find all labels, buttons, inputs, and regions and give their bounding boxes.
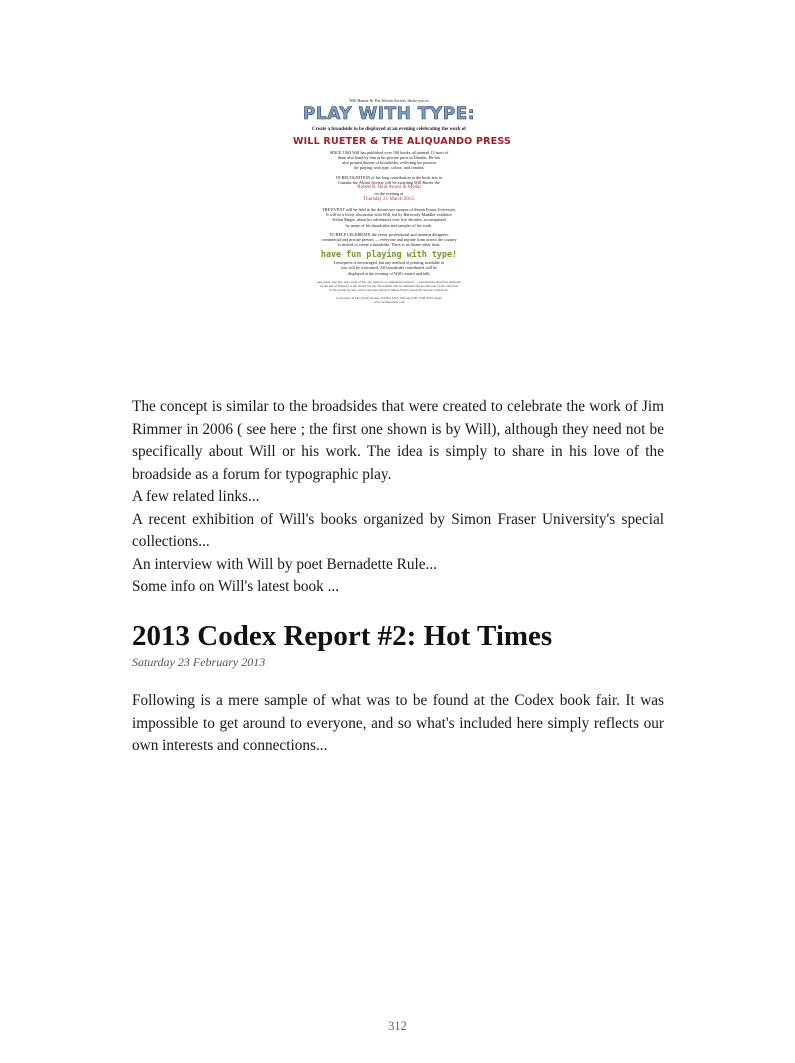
poster-line: Any paper, any size, any colour of ink, any typeface or combination thereof — contributions should be delivered (317, 279, 461, 284)
poster-line: by many of his broadsides and samples of his work. (345, 222, 433, 228)
post-date: Saturday 23 February 2013 (132, 655, 266, 669)
post-paragraph: Following is a mere sample of what was to be found at the Codex book fair. It was impossible to get around to everyone, and so what's included here simply reflects our own interests and connections... (132, 692, 664, 754)
poster-line: Thursday 21 March 2013. (363, 196, 415, 202)
broadside-poster-image (293, 98, 511, 360)
article-body (132, 396, 664, 599)
poster-line: have fun playing with type! (320, 248, 458, 259)
link-latest-book[interactable]: Some info on Will's latest book ... (132, 578, 340, 595)
poster-line: Canada, the Alcuin Society will be awarding Will Rueter the (338, 179, 440, 185)
poster-line: commercial and private presses — everyone and anyone from across the country (321, 237, 457, 243)
poster-line: Stefan Mager, about his adventures over five decades, accompanied (332, 217, 446, 223)
post-body (132, 690, 664, 758)
poster-line: is invited to create a broadside. There is no theme other than, (337, 242, 441, 248)
poster-line: also printed dozens of broadsides, reflecting his passion (342, 160, 436, 166)
poster-line: Learn more at The Alcuin Society, PO Box 3216, Vancouver BC V6B 3X8 Canada (336, 295, 442, 300)
poster-line: you will be welcomed. All broadsides contributed will be (341, 265, 437, 271)
paragraph-related-links: A few related links... (132, 488, 260, 505)
poster-line: Create a broadside to be displayed at an evening celebrating the work of (312, 126, 466, 132)
poster-line: WILL RUETER & THE ALIQUANDO PRESS (293, 135, 511, 147)
poster-line: Robert R. Reid Award & Medal (357, 185, 421, 191)
poster-line: them also hand by him at his private press in Dundas. He has (337, 154, 441, 160)
page-number: 312 (388, 1019, 407, 1033)
paragraph-concept: The concept is similar to the broadsides that were created to celebrate the work of Jim Rimmer in 2006 ( see here ; the first one shown is by Will), although they need not be specifically about Will or his work. The idea is simply to share in his love of the broadside as a forum for typographic play. (132, 398, 664, 483)
poster-line: THE EVENT will be held at the downtown campus of Simon Fraser University. (322, 206, 456, 212)
poster-line: PLAY WITH TYPE: (302, 104, 476, 125)
poster-line: TO HELP CELEBRATE the event, professional and amateur designers, (328, 231, 449, 237)
post-title[interactable]: 2013 Codex Report #2: Hot Times (132, 620, 553, 652)
link-interview[interactable]: An interview with Will by poet Bernadette Rule... (132, 555, 437, 573)
poster-line: Letterpress is encouraged, but any method of printing available to (333, 260, 445, 266)
poster-line: for playing with type, colour, and content. (353, 165, 425, 171)
poster-line: displayed at the evening of Will's award and talk. (347, 270, 431, 276)
poster-line: by the end of February to the Alcuin Society. Broadsides will be exhibited and become part of the collection (320, 283, 458, 288)
poster-line: Will Rueter & The Alcuin Society Invite you to (349, 98, 429, 103)
poster-line: IN RECOGNITION of his long contribution to the book arts in (336, 174, 442, 180)
poster-line: SINCE 1963 Will has published over 100 books, all printed 13 most of (329, 149, 449, 155)
poster-line: It will be a lively discussion with Will, led by Harrowdy Mandler exhibitor (326, 212, 452, 218)
link-exhibition[interactable]: A recent exhibition of Will's books organized by Simon Fraser University's special collections... (132, 510, 664, 550)
poster-line: www.alcuinsociety.com (373, 299, 405, 304)
poster-line: on the evening of (374, 191, 404, 197)
poster-line: of the Alcuin Society, with a selection shown at Simon Fraser University Special Collections. (329, 287, 449, 292)
